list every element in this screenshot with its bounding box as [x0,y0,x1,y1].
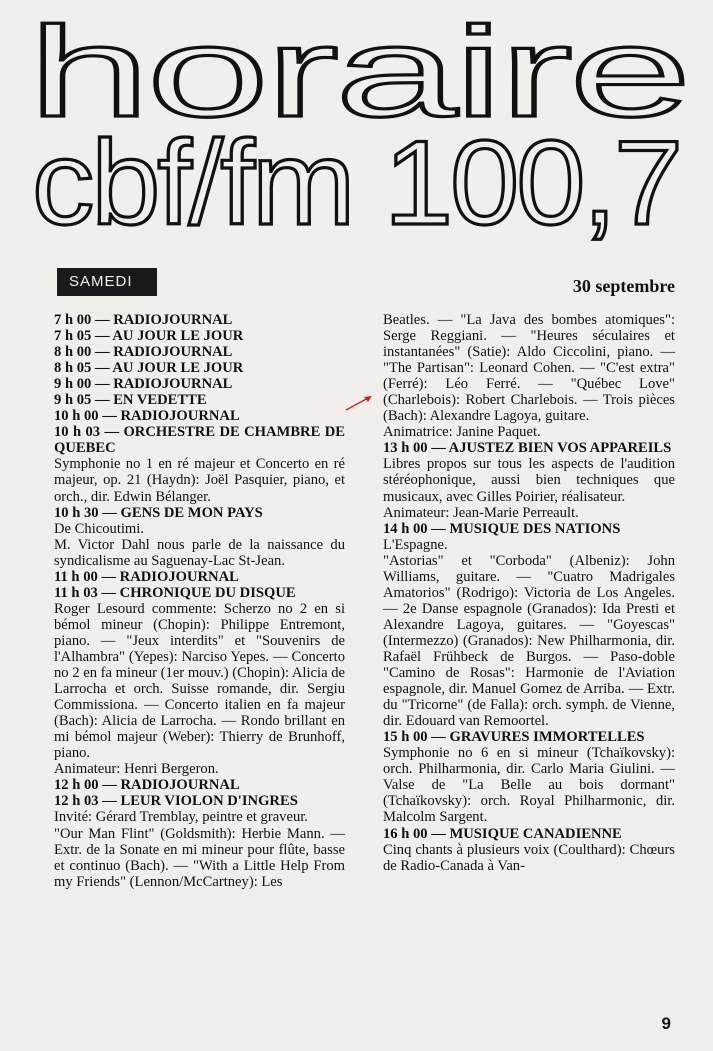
masthead-line1: horaire [28,6,688,144]
schedule-heading: 14 h 00 — MUSIQUE DES NATIONS [383,520,621,537]
right-column [383,312,675,874]
schedule-heading: 8 h 05 — AU JOUR LE JOUR [54,360,244,377]
program-description: Animateur: Henri Bergeron. [54,761,219,778]
program-description: Beatles. — "La Java des bombes atomiques": Serge Reggiani. — "Heures séculaires et instantanées" (Satie): Aldo Ciccolini, piano. — "The Partisan": Leonard Cohen. — "C'est extra" (Ferré): Léo Ferré. — "Québec Love" (Charlebois): Robert Charlebois. — Trois pièces (Bach): Alexandre Lagoya, guitare. [383,312,675,425]
masthead-logo [28,6,698,256]
program-description: Animateur: Jean-Marie Perreault. [383,504,579,521]
program-description: Roger Lesourd commente: Scherzo no 2 en si bémol mineur (Chopin): Philippe Entremont, piano. — "Jeux interdits" et "Souvenirs de l'Alhambra" (Yepes): Narciso Yepes. — Concerto no 2 en fa mineur (1er mouv.) (Chopin): Alicia de Larrocha et orch. Suisse romande, dir. Sergiu Commissiona. — Concerto italien en fa majeur (Bach): Alicia de Larrocha. — Rondo brillant en mi bémol majeur (Weber): Thierry de Brunhoff, piano. [54,600,345,762]
schedule-heading: 9 h 05 — EN VEDETTE [54,392,207,409]
schedule-heading: 10 h 03 — ORCHESTRE DE CHAMBRE DE QUEBEC [54,424,345,457]
schedule-heading: 11 h 00 — RADIOJOURNAL [54,568,239,585]
schedule-heading: 15 h 00 — GRAVURES IMMORTELLES [383,729,645,746]
schedule-heading: 12 h 03 — LEUR VIOLON D'INGRES [54,793,298,810]
program-description: "Our Man Flint" (Goldsmith): Herbie Mann. — Extr. de la Sonate en mi mineur pour flûte, basse et continuo (Bach). — "With a Little Help From my Friends" (Lennon/McCartney): Les [54,825,345,890]
date-heading: 30 septembre [572,276,675,296]
schedule-heading: 7 h 00 — RADIOJOURNAL [54,312,233,328]
program-description: Cinq chants à plusieurs voix (Coulthard): Chœurs de Radio-Canada à Van- [383,841,675,874]
schedule-heading: 13 h 00 — AJUSTEZ BIEN VOS APPAREILS [383,440,672,457]
program-description: De Chicoutimi. [54,520,144,537]
program-description: Symphonie no 6 en si mineur (Tchaïkovsky): orch. Philharmonia, dir. Carlo Maria Giulini. — Valse de "La Belle au bois dormant" (Tchaïkovsky): orch. Royal Philharmonic, dir. Malcolm Sargent. [383,745,675,826]
program-description: L'Espagne. [383,536,448,553]
page-number: 9 [661,1014,671,1033]
schedule-heading: 16 h 00 — MUSIQUE CANADIENNE [383,825,622,842]
schedule-heading: 12 h 00 — RADIOJOURNAL [54,777,240,794]
program-description: Libres propos sur tous les aspects de l'audition stéréophonique, aussi bien techniques que musicaux, avec Gilles Poirier, réalisateur. [383,456,675,505]
schedule-heading: 9 h 00 — RADIOJOURNAL [54,376,233,393]
program-description: "Astorias" et "Corboda" (Albeniz): John Williams, guitare. — "Cuatro Madrigales Amatorios" (Rodrigo): Victoria de Los Angeles. — 2e Danse espagnole (Granados): Ida Presti et Alexandre Lagoya, guitares. — "Goyescas" (Intermezzo) (Granados): New Philharmonia, dir. Rafaël Frühbeck de Burgos. — Paso-doble "Camino de Rosas": Harmonie de l'Aviation espagnole, dir. Manuel Gomez de Arriba. — Extr. du "Tricorne" (de Falla): orch. symph. de Vienne, dir. Edouard van Remoortel. [383,552,675,730]
left-column [54,312,345,890]
schedule-heading: 10 h 00 — RADIOJOURNAL [54,408,240,425]
masthead-line2: cbf/fm 100,7 [32,116,680,250]
program-description: Animatrice: Janine Paquet. [383,424,541,441]
masthead-lettering [28,6,698,256]
program-description: Invité: Gérard Tremblay, peintre et graveur. [54,809,308,826]
schedule-heading: 10 h 30 — GENS DE MON PAYS [54,504,263,521]
red-arrow-annotation [344,394,374,412]
program-description: M. Victor Dahl nous parle de la naissance du syndicalisme au Saguenay-Lac St-Jean. [54,536,345,569]
schedule-heading: 11 h 03 — CHRONIQUE DU DISQUE [54,584,296,601]
schedule-heading: 8 h 00 — RADIOJOURNAL [54,344,233,361]
schedule-heading: 7 h 05 — AU JOUR LE JOUR [54,328,244,345]
day-badge: SAMEDI [57,268,157,296]
program-description: Symphonie no 1 en ré majeur et Concerto en ré majeur, op. 21 (Haydn): Joël Pasquier, piano, et orch., dir. Edwin Bélanger. [54,456,345,505]
